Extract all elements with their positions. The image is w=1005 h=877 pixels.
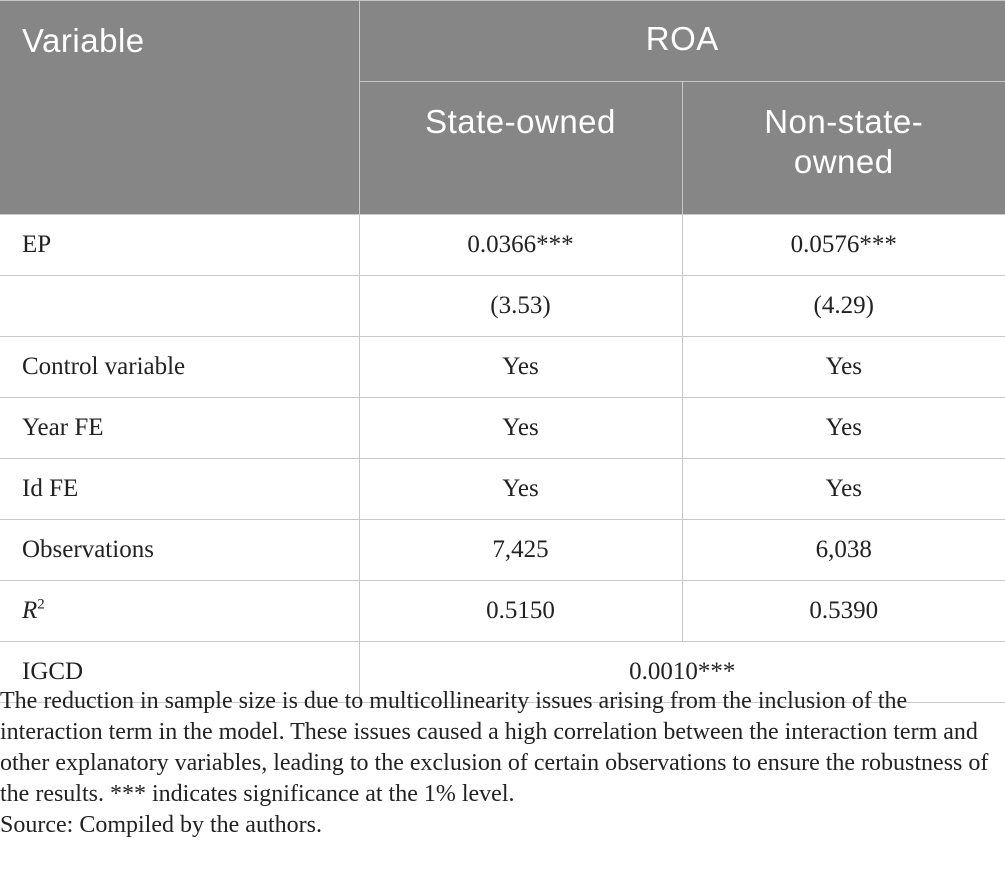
table-footnote: The reduction in sample size is due to multicollinearity issues arising from the inclusion of the interaction term in the model. These issues caused a high correlation between the interaction term and other explanatory variables, leading to the exclusion of certain observations to ensure the robustness of the results. *** indicates significance at the 1% level. [0,688,989,807]
state-owned-value: 7,425 [359,520,682,581]
table-row [0,459,1005,520]
non-state-owned-column-header [682,82,1005,215]
table-row [0,337,1005,398]
state-owned-value: (3.53) [359,276,682,337]
table-row [0,215,1005,276]
row-label [0,581,359,642]
state-owned-value: 0.5150 [359,581,682,642]
table-header [0,1,1005,215]
non-state-owned-value: 0.0576*** [682,215,1005,276]
non-state-owned-label: Non-state-owned [764,103,924,180]
table-row [0,398,1005,459]
state-owned-value: Yes [359,337,682,398]
non-state-owned-value: 6,038 [682,520,1005,581]
source-note: Source: Compiled by the authors. [0,812,322,838]
state-owned-value: 0.0366*** [359,215,682,276]
state-owned-value: Yes [359,398,682,459]
r-squared-symbol: R [22,597,38,624]
non-state-owned-value: (4.29) [682,276,1005,337]
state-owned-value: Yes [359,459,682,520]
row-label: Observations [0,520,359,581]
row-label: Id FE [0,459,359,520]
row-label: Control variable [0,337,359,398]
merged-value: 0.0010*** [359,642,1005,703]
table-row [0,581,1005,642]
header-row [0,1,1005,82]
row-label: EP [0,215,359,276]
non-state-owned-value: 0.5390 [682,581,1005,642]
non-state-owned-value: Yes [682,459,1005,520]
non-state-owned-value: Yes [682,337,1005,398]
table-row [0,520,1005,581]
state-owned-column-header: State-owned [359,82,682,215]
variable-column-header: Variable [0,1,359,215]
row-label: IGCD [0,642,359,703]
table-body [0,215,1005,703]
roa-group-header: ROA [359,1,1005,82]
table-notes [0,686,1000,841]
row-label: Year FE [0,398,359,459]
non-state-owned-value: Yes [682,398,1005,459]
table-row [0,276,1005,337]
row-label [0,276,359,337]
r-squared-superscript: 2 [37,596,45,613]
